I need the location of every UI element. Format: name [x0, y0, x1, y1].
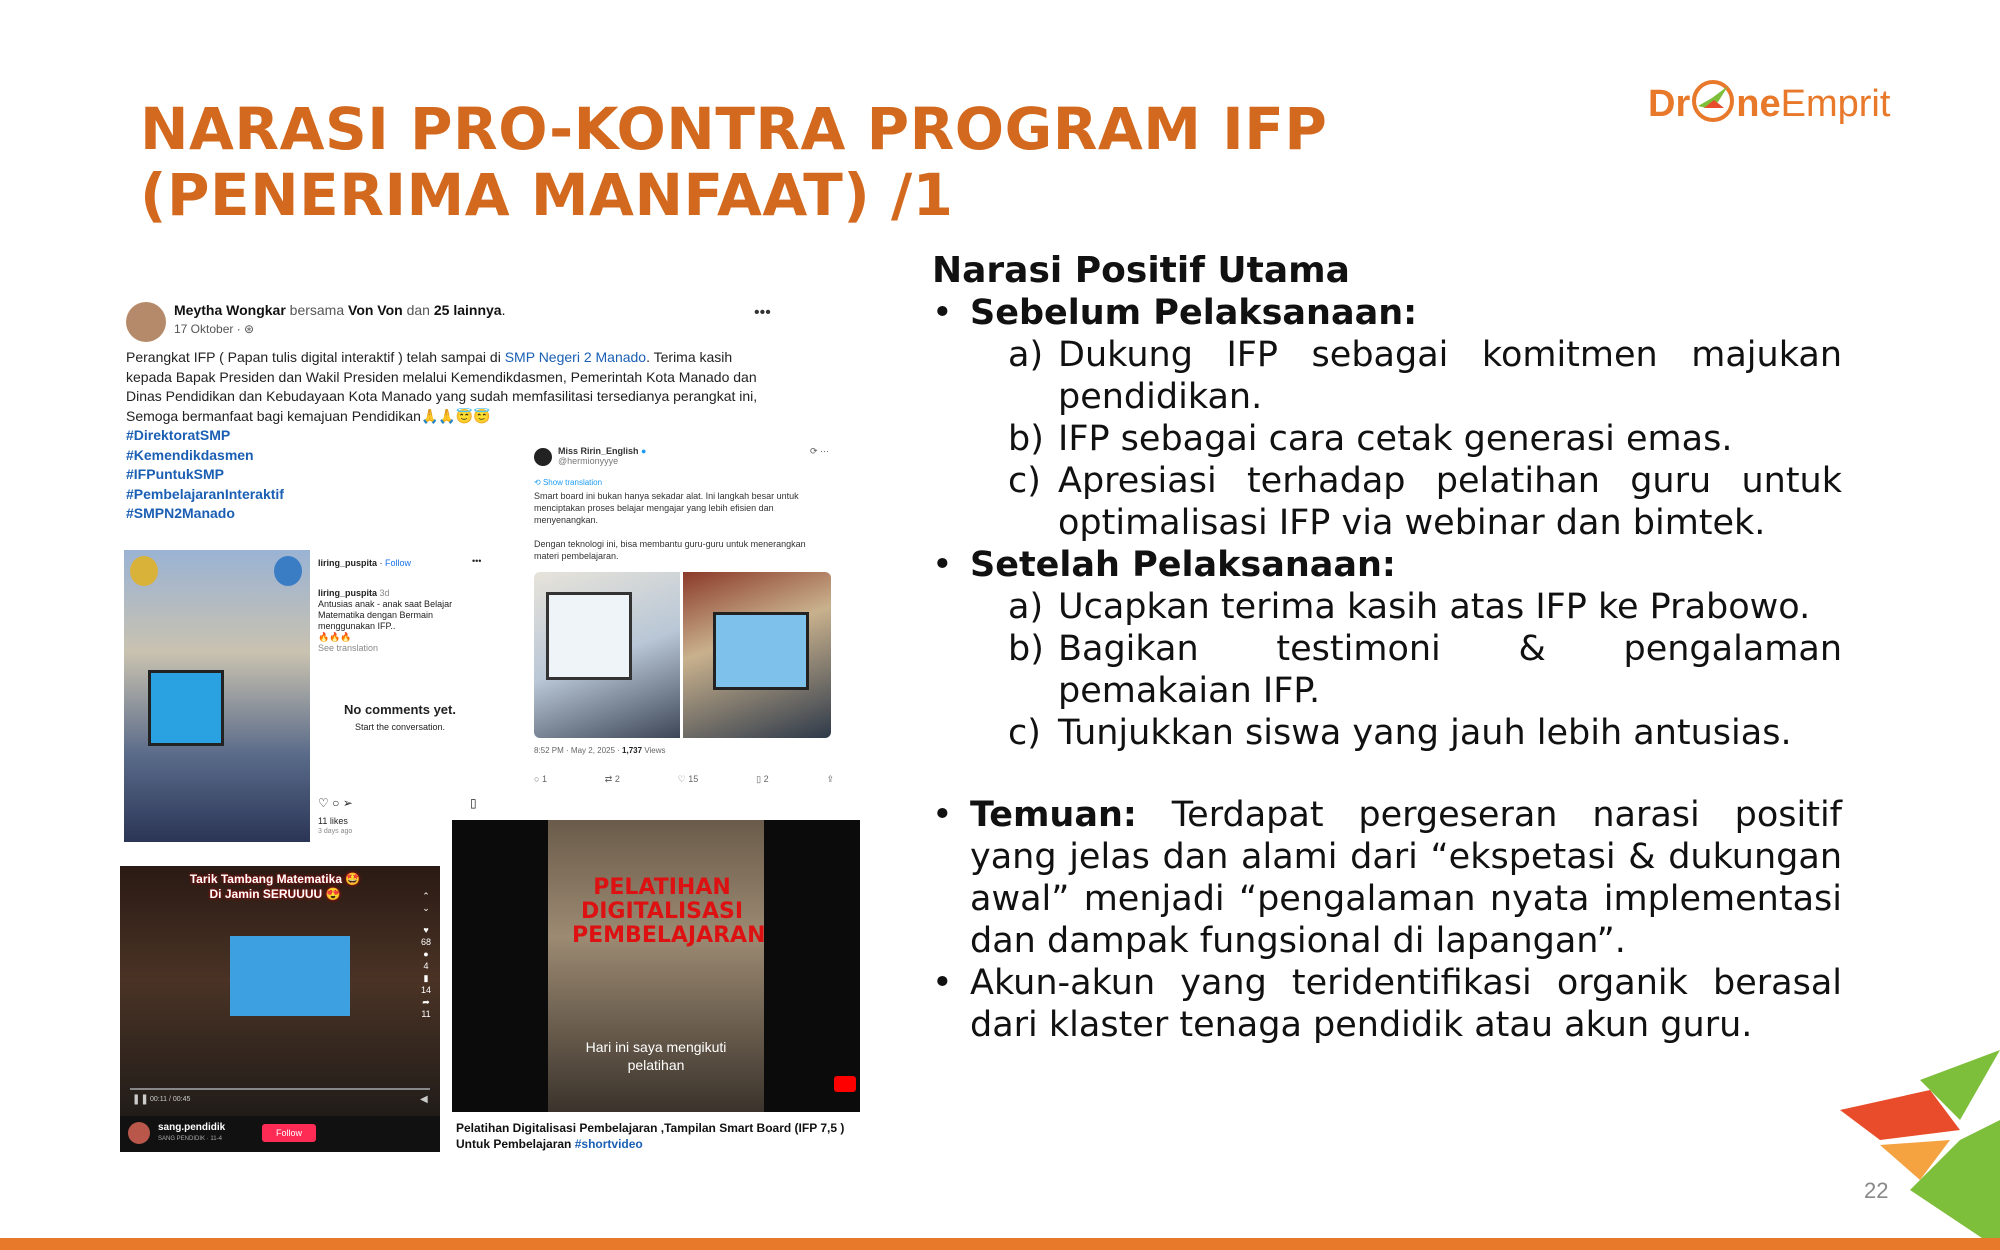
fb-author[interactable]: Meytha Wongkar [174, 302, 286, 318]
ig-comment-age: 3d [379, 588, 390, 598]
ig-age: 3 days ago [318, 828, 353, 835]
tweet-actions [534, 774, 834, 785]
smart-board-image [713, 612, 809, 690]
tiktok-comments: 4 [423, 961, 429, 971]
ig-start-conversation: Start the conversation. [354, 722, 446, 732]
bottom-accent-bar [0, 1238, 2000, 1250]
share-icon[interactable]: ⇪ [826, 774, 834, 784]
fb-and-text: dan [406, 302, 430, 318]
tiktok-caption-line2: Di Jamin SERUUUU 😍 [209, 887, 341, 901]
fb-others[interactable]: 25 lainnya [433, 302, 502, 318]
bookmark-icon[interactable]: ▯ [470, 796, 477, 810]
ig-no-comments: No comments yet. [344, 702, 456, 717]
more-options-icon[interactable]: ••• [754, 304, 771, 321]
chevron-up-icon[interactable]: ⌃ [422, 891, 430, 901]
ig-header: liring_puspita · Follow [318, 558, 412, 568]
more-options-icon[interactable]: ••• [472, 556, 482, 566]
avatar[interactable] [128, 1122, 150, 1144]
after-item: c) Tunjukkan siswa yang jauh lebih antusias. [1008, 713, 1792, 753]
yt-caption-text: Pelatihan Digitalisasi Pembelajaran ,Tampilan Smart Board (IFP 7,5 ) Untuk Pembelajaran [456, 1121, 845, 1151]
slide-title-line1: NARASI PRO-KONTRA PROGRAM IFP [140, 95, 1328, 163]
bookmark-icon[interactable]: ▮ [423, 973, 429, 983]
youtube-video[interactable] [452, 820, 860, 1112]
bookmark-icon: ▯ [756, 774, 762, 784]
heart-icon[interactable]: ♡ [318, 796, 329, 810]
after-item: b) Bagikan testimoni & pengalaman pemakaian IFP. [1008, 629, 1842, 711]
instagram-photo [124, 550, 310, 842]
like-action[interactable]: ♡ 15 [677, 774, 699, 784]
after-title: Setelah Pelaksanaan: [970, 545, 1396, 585]
school-logo-icon [130, 556, 158, 586]
drone-bird-icon [1690, 78, 1736, 124]
tweet-text-2: Dengan teknologi ini, bisa membantu guru-guru untuk menerangkan materi pembelajaran. [534, 539, 806, 561]
yt-overlay-text: PELATIHAN DIGITALISASI PEMBELAJARAN [572, 875, 766, 948]
logo-part-3: Emprit [1780, 83, 1891, 125]
tiktok-user-sub: SANG PENDIDIK · 11-4 [158, 1136, 222, 1142]
tweet-menu-icons[interactable]: ⟳ ··· [810, 446, 830, 456]
tweet-photo-1[interactable] [534, 572, 680, 738]
fb-hashtag[interactable]: #SMPN2Manado [126, 505, 235, 521]
tiktok-side-actions [416, 890, 436, 1020]
ig-comment-text: Antusias anak - anak saat Belajar Matematika dengan Bermain menggunakan IFP.. [318, 599, 453, 631]
tiktok-video[interactable] [120, 866, 440, 1152]
ig-comment [318, 588, 468, 654]
narasi-heading: Narasi Positif Utama [932, 250, 1350, 291]
fb-with-text: bersama [289, 302, 345, 318]
ig-comment-user[interactable]: liring_puspita [318, 588, 378, 598]
follow-button[interactable]: Follow [262, 1124, 316, 1142]
volume-icon[interactable]: ◀ [420, 1094, 428, 1105]
after-item: a) Ucapkan terima kasih atas IFP ke Prabowo. [1008, 587, 1811, 627]
fb-with-name[interactable]: Von Von [348, 302, 403, 318]
fb-hashtag[interactable]: #PembelajaranInteraktif [126, 485, 284, 502]
smart-board-image [148, 670, 224, 746]
logo-part-1: Dr [1648, 83, 1691, 125]
tweet-author [558, 446, 646, 466]
school-logo-icon [274, 556, 302, 586]
verified-icon: ● [641, 446, 647, 456]
fb-hashtag[interactable]: #DirektoratSMP [126, 427, 231, 443]
chevron-down-icon[interactable]: ⌄ [422, 903, 430, 913]
smart-board-image [546, 592, 632, 680]
drone-emprit-logo [1648, 70, 1918, 140]
reply-action[interactable]: ○ 1 [534, 774, 547, 784]
before-item: c) Apresiasi terhadap pelatihan guru untuk optimalisasi IFP via webinar dan bimtek. [1008, 461, 1842, 543]
slide-title [140, 96, 1390, 228]
bookmark-action[interactable]: ▯ 2 [756, 774, 769, 784]
tiktok-likes: 68 [420, 937, 431, 947]
share-icon[interactable]: ➦ [422, 997, 430, 1007]
decorative-corner-graphic [1820, 1040, 2000, 1250]
yt-subtitle [452, 1038, 860, 1074]
logo-text [1648, 78, 1890, 126]
yt-subtitle-line2: pelatihan [627, 1057, 685, 1073]
avatar [126, 302, 166, 342]
ig-actions [318, 796, 353, 810]
before-item: a) Dukung IFP sebagai komitmen majukan pendidikan. [1008, 335, 1842, 417]
youtube-logo-icon[interactable] [834, 1076, 856, 1092]
tweet-meta: 8:52 PM · May 2, 2025 · 1,737 Views [534, 746, 666, 755]
finding-label: Temuan: [970, 795, 1137, 835]
youtube-caption [456, 1120, 876, 1152]
tweet-photo-2[interactable] [683, 572, 831, 738]
translate-icon: ⟲ [534, 478, 541, 487]
tiktok-saves: 14 [420, 985, 431, 995]
fb-hashtag[interactable]: #Kemendikdasmen [126, 446, 254, 463]
before-bullet [932, 292, 1842, 334]
fb-body-link[interactable]: SMP Negeri 2 Manado [504, 349, 647, 365]
before-title: Sebelum Pelaksanaan: [970, 293, 1418, 333]
tiktok-footer [120, 1116, 440, 1152]
slide-title-line2: (PENERIMA MANFAAT) /1 [140, 161, 954, 229]
smart-board-image [230, 936, 350, 1016]
finding-text: Terdapat pergeseran narasi positif yang jelas dan alami dari “ekspetasi & dukungan awal” menjadi “pengalaman nyata implementasi dan dampak fungsional di lapangan”. [970, 795, 1842, 961]
tiktok-caption [160, 872, 390, 902]
ig-see-translation[interactable]: See translation [318, 643, 379, 653]
ig-user[interactable]: liring_puspita [318, 558, 378, 568]
fb-hashtag[interactable]: #IFPuntukSMP [126, 466, 225, 482]
logo-part-2: ne [1736, 83, 1781, 125]
before-item: b) IFP sebagai cara cetak generasi emas. [1008, 419, 1733, 459]
comment-icon[interactable]: ○ [332, 796, 340, 810]
ig-likes: 11 likes [318, 816, 348, 826]
narasi-section [932, 250, 1842, 1046]
video-progress-bar[interactable] [130, 1088, 430, 1090]
fire-emoji-icon: 🔥🔥🔥 [318, 632, 352, 642]
fb-date: 17 Oktober · ⊛ [174, 322, 255, 336]
tiktok-user[interactable]: sang.pendidik [158, 1122, 226, 1133]
tweet-show-translation[interactable]: ⟲ Show translation [534, 478, 603, 487]
retweet-action[interactable]: ⇄ 2 [604, 774, 620, 784]
globe-icon: ⊛ [244, 322, 255, 336]
tweet-text [534, 490, 824, 562]
tweet-text-1: Smart board ini bukan hanya sekadar alat. Ini langkah besar untuk menciptakan proses belajar mengajar yang lebih efisien dan menyenangkan. [534, 491, 799, 525]
page-number: 22 [1864, 1178, 1889, 1203]
yt-caption-tag[interactable]: #shortvideo [574, 1137, 643, 1151]
pause-icon[interactable]: ❚❚ [132, 1094, 149, 1105]
comment-icon[interactable]: ● [423, 949, 429, 959]
retweet-icon: ⇄ [604, 774, 613, 784]
reply-icon: ○ [534, 774, 540, 784]
tweet-name[interactable]: Miss Ririn_English [558, 446, 639, 456]
tweet-handle: @hermionyyye [558, 456, 619, 466]
accounts-text: Akun-akun yang teridentifikasi organik berasal dari klaster tenaga pendidik atau akun guru. [970, 963, 1842, 1045]
instagram-comment-panel [310, 550, 490, 842]
tweet-views-count: 1,737 [622, 746, 643, 755]
after-bullet [932, 544, 1842, 586]
finding-bullet [932, 794, 1842, 962]
fb-body-1: Perangkat IFP ( Papan tulis digital interaktif ) telah sampai di [126, 349, 505, 365]
tiktok-time: 00:11 / 00:45 [150, 1096, 191, 1103]
heart-icon[interactable]: ♥ [423, 925, 429, 935]
accounts-bullet [932, 962, 1842, 1046]
ig-follow[interactable]: Follow [385, 558, 412, 568]
fb-body-2: . Terima kasih kepada Bapak Presiden dan Wakil Presiden melalui Kemendikdasmen, Pemerintah Kota Manado dan Dinas Pendidikan dan Kebudayaan Kota Manado yang sudah memfasilitasi tersedianya perangkat ini, Semoga bermanfaat bagi kemajuan Pendidikan🙏🙏😇😇 [126, 349, 758, 424]
fb-post-header: Meytha Wongkar bersama Von Von dan 25 lainnya. [174, 302, 506, 318]
yt-subtitle-line1: Hari ini saya mengikuti [585, 1039, 727, 1055]
tiktok-caption-line1: Tarik Tambang Matematika 🤩 [189, 872, 361, 886]
tiktok-shares: 11 [421, 1009, 431, 1019]
heart-icon: ♡ [677, 774, 686, 784]
avatar [534, 448, 552, 466]
share-icon[interactable]: ➢ [342, 796, 353, 810]
